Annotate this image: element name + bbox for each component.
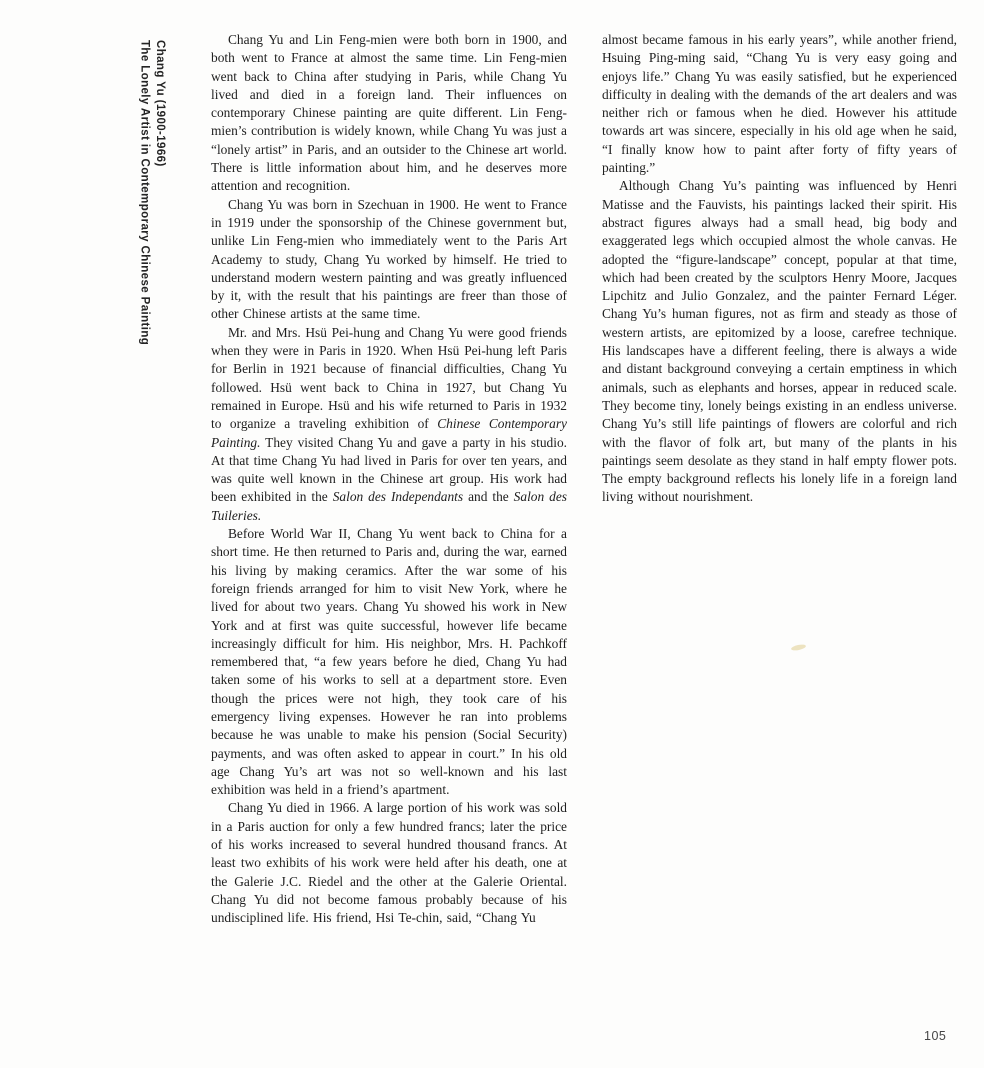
paragraph (211, 525, 567, 799)
paragraph (211, 799, 567, 927)
text-run: almost became famous in his early years”, while another friend, Hsuing Ping-ming said, “Chang Yu is very easy going and enjoys life.” Chang Yu was easily satisfied, but he experienced difficulty in dealing with the demands of the art dealers and was neither rich or famous when he died. However his attitude towards art was sincere, especially in his old age when he said, “I finally know how to paint after forty of fifty years of painting.” (602, 32, 957, 176)
italic-text-run: Salon des Independants (332, 489, 464, 505)
paragraph (211, 196, 567, 324)
paragraph (602, 177, 957, 506)
text-run: Although Chang Yu’s painting was influenced by Henri Matisse and the Fauvists, his paintings lacked their spirit. His abstract figures always had a small head, big body and exaggerated legs which occupied almost the whole canvas. He adopted the “figure-landscape” concept, popular at that time, which had been created by the sculptors Henry Moore, Jacques Lipchitz and Julio Gonzalez, and the painter Fernard Léger. Chang Yu’s human figures, not as firm and steady as those of western artists, are epitomized by a loose, carefree technique. His landscapes have a different feeling, there is always a wide and distant background conveying a certain emptiness in which animals, such as elephants and horses, appear in reduced scale. They become tiny, lonely beings existing in an endless universe. Chang Yu’s still life paintings of flowers are colorful and rich with the flavor of folk art, but many of the plants in his paintings seem desolate as they stand in half empty flower pots. The empty background reflects his lonely life in a foreign land living without nourishment. (602, 178, 957, 505)
paragraph (211, 31, 567, 196)
text-run: and the (463, 489, 514, 505)
text-run: Chang Yu was born in Szechuan in 1900. He went to France in 1919 under the sponsorship of the Chinese government but, unlike Lin Feng-mien who immediately went to the Paris Art Academy to study, Chang Yu worked by himself. He tried to understand modern western painting and was greatly influenced by it, with the result that his paintings are freer than those of other Chinese artists at the same time. (211, 196, 567, 322)
page-number: 105 (924, 1029, 947, 1043)
italic-text-run: Salon des Tuileries. (211, 489, 567, 523)
left-text-column (211, 31, 567, 928)
paragraph (602, 31, 957, 177)
text-run: They visited Chang Yu and gave a party in his studio. At that time Chang Yu had lived in Paris for over ten years, and was quite well known in the Chinese art group. His work had been exhibited in the (211, 434, 567, 505)
chapter-sidebar-title (136, 40, 167, 345)
text-run: Chang Yu and Lin Feng-mien were both born in 1900, and both went to France at almost the same time. Lin Feng-mien went back to China after studying in Paris, while Chang Yu lived and died in a foreign land. Their influences on contemporary Chinese painting are quite different. Lin Feng-mien’s contribution is widely known, while Chang Yu was just a “lonely artist” in Paris, and an outsider to the Chinese art world. There is little information about him, and he deserves more attention and recognition. (211, 32, 567, 194)
right-text-column (602, 31, 957, 507)
chapter-title: Chang Yu (1900-1966) (154, 40, 166, 167)
paragraph (211, 324, 567, 525)
text-run: Chang Yu died in 1966. A large portion of his work was sold in a Paris auction for only a few hundred francs; later the price of his works increased to several hundred thousand francs. At least two exhibits of his work were held after his death, one at the Galerie J.C. Riedel and the other at the Galerie Oriental. Chang Yu did not become famous probably because of his undisciplined life. His friend, Hsi Te-chin, said, “Chang Yu (211, 800, 567, 926)
chapter-subtitle: The Lonely Artist in Contemporary Chinese Painting (138, 40, 151, 346)
italic-text-run: Chinese Contemporary Painting. (211, 416, 567, 450)
text-run: Mr. and Mrs. Hsü Pei-hung and Chang Yu were good friends when they were in Paris in 1920. When Hsü Pei-hung left Paris for Berlin in 1921 because of financial difficulties, Chang Yu followed. Hsü went back to China in 1927, but Chang Yu remained in Europe. Hsü and his wife returned to Paris in 1932 to organize a traveling exhibition of (211, 324, 567, 432)
pencil-smudge (791, 643, 807, 651)
text-run: Before World War II, Chang Yu went back to China for a short time. He then returned to Paris and, during the war, earned his living by making ceramics. After the war some of his foreign friends arranged for him to visit New York, where he lived for about two years. Chang Yu showed his work in New York and at first was quite successful, however life became increasingly difficult for him. His neighbor, Mrs. H. Pachkoff remembered that, “a few years before he died, Chang Yu had taken some of his works to sell at a department store. Even though the prices were not high, they took care of his emergency living expenses. However he ran into problems because he was unable to make his pension (Social Security) payments, and was often asked to appear in court.” In his old age Chang Yu’s art was not so well-known and his last exhibition was held in a friend’s apartment. (211, 526, 567, 798)
